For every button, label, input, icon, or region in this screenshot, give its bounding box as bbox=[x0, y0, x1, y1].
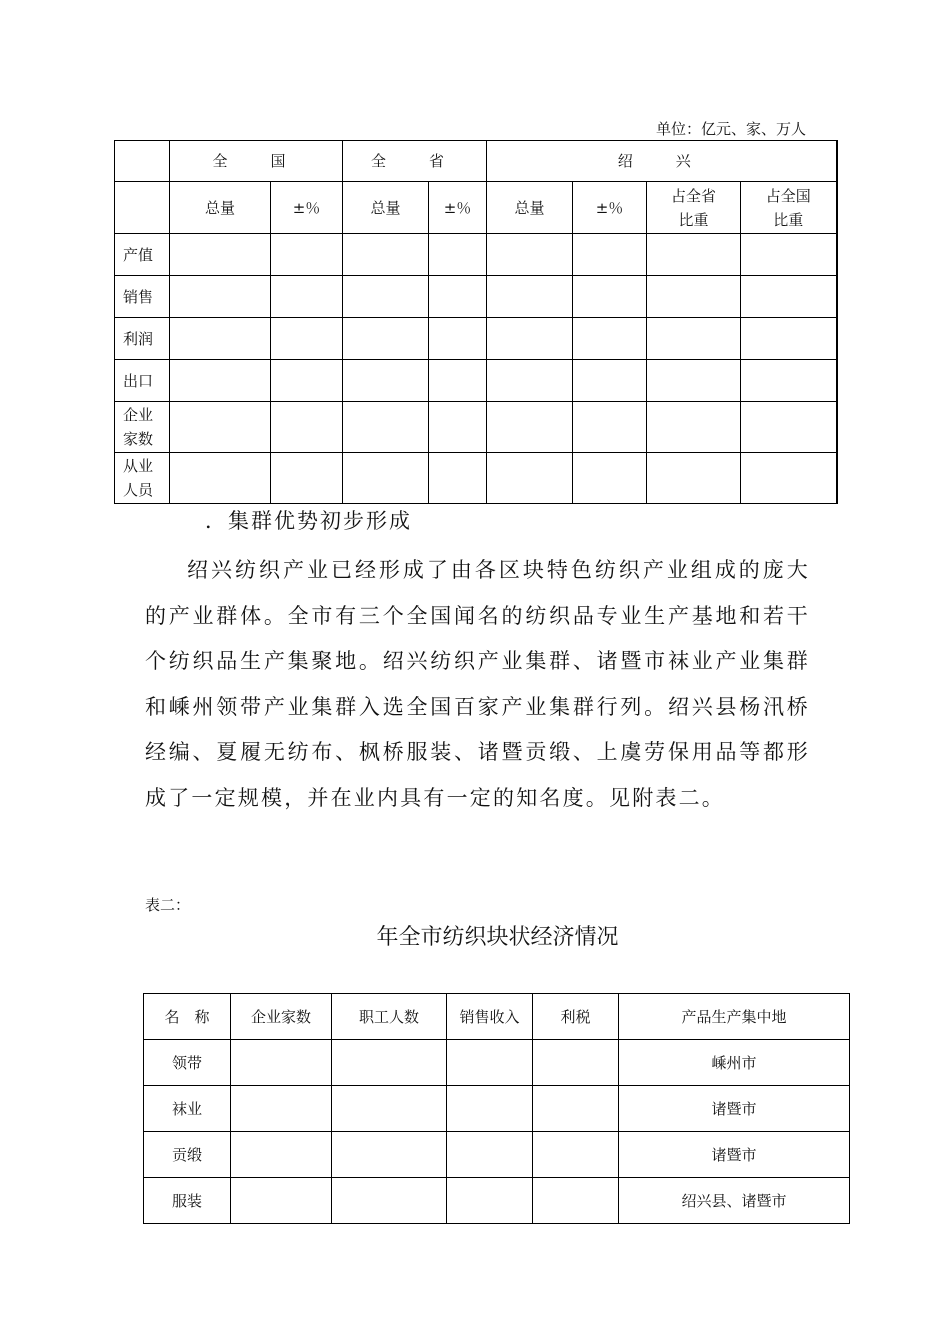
cluster-location: 诸暨市 bbox=[619, 1132, 850, 1178]
table-row bbox=[144, 1086, 850, 1132]
subheader-total: 总量 bbox=[170, 182, 271, 234]
cluster-name: 袜业 bbox=[144, 1086, 231, 1132]
row-label: 利润 bbox=[115, 318, 170, 360]
cluster-name: 服装 bbox=[144, 1178, 231, 1224]
row-label: 产值 bbox=[115, 234, 170, 276]
subheader-change: ±％ bbox=[429, 182, 487, 234]
table-row bbox=[115, 234, 837, 276]
table-row bbox=[115, 360, 837, 402]
table-row bbox=[144, 1132, 850, 1178]
section-heading: ．集群优势初步形成 bbox=[205, 509, 412, 533]
unit-note: 单位：亿元、家、万人 bbox=[655, 120, 806, 138]
row-label: 企业 家数 bbox=[115, 402, 170, 453]
header-employees: 职工人数 bbox=[332, 994, 447, 1040]
cluster-location: 诸暨市 bbox=[619, 1086, 850, 1132]
textile-cluster-table bbox=[143, 993, 850, 1224]
table-row bbox=[115, 276, 837, 318]
cluster-location: 嵊州市 bbox=[619, 1040, 850, 1086]
corner-cell bbox=[115, 141, 170, 182]
table-row bbox=[144, 1040, 850, 1086]
body-paragraph: 绍兴纺织产业已经形成了由各区块特色纺织产业组成的庞大的产业群体。全市有三个全国闻名的纺织品专业生产基地和若干个纺织品生产集聚地。绍兴纺织产业集群、诸暨市袜业产业集群和嵊州领带产业集群入选全国百家产业集群行列。绍兴县杨汛桥经编、夏履无纺布、枫桥服装、诸暨贡缎、上虞劳保用品等都形成了一定规模，并在业内具有一定的知名度。见附表二。 bbox=[145, 558, 810, 810]
header-sales: 销售收入 bbox=[447, 994, 533, 1040]
subheader-change: ±％ bbox=[573, 182, 647, 234]
cluster-name: 领带 bbox=[144, 1040, 231, 1086]
table-row bbox=[115, 402, 837, 453]
row-label: 从业 人员 bbox=[115, 453, 170, 504]
region-header-province: 全 省 bbox=[343, 141, 487, 182]
subheader-change: ±％ bbox=[271, 182, 343, 234]
table-row bbox=[115, 318, 837, 360]
subheader-total: 总量 bbox=[343, 182, 429, 234]
table2-label: 表二： bbox=[145, 896, 191, 914]
header-name: 名 称 bbox=[144, 994, 231, 1040]
header-location: 产品生产集中地 bbox=[619, 994, 850, 1040]
subheader-share-province: 占全省 比重 bbox=[647, 182, 741, 234]
cluster-name: 贡缎 bbox=[144, 1132, 231, 1178]
region-header-national: 全 国 bbox=[170, 141, 343, 182]
header-tax: 利税 bbox=[533, 994, 619, 1040]
region-header-shaoxing: 绍 兴 bbox=[487, 141, 837, 182]
table2-title: 年全市纺织块状经济情况 bbox=[376, 925, 619, 950]
table-row bbox=[144, 1178, 850, 1224]
subheader-total: 总量 bbox=[487, 182, 573, 234]
row-label: 出口 bbox=[115, 360, 170, 402]
corner-cell bbox=[115, 182, 170, 234]
cluster-location: 绍兴县、诸暨市 bbox=[619, 1178, 850, 1224]
subheader-share-national: 占全国 比重 bbox=[741, 182, 837, 234]
industry-comparison-table bbox=[114, 140, 838, 504]
table-row bbox=[115, 453, 837, 504]
row-label: 销售 bbox=[115, 276, 170, 318]
header-enterprises: 企业家数 bbox=[231, 994, 332, 1040]
